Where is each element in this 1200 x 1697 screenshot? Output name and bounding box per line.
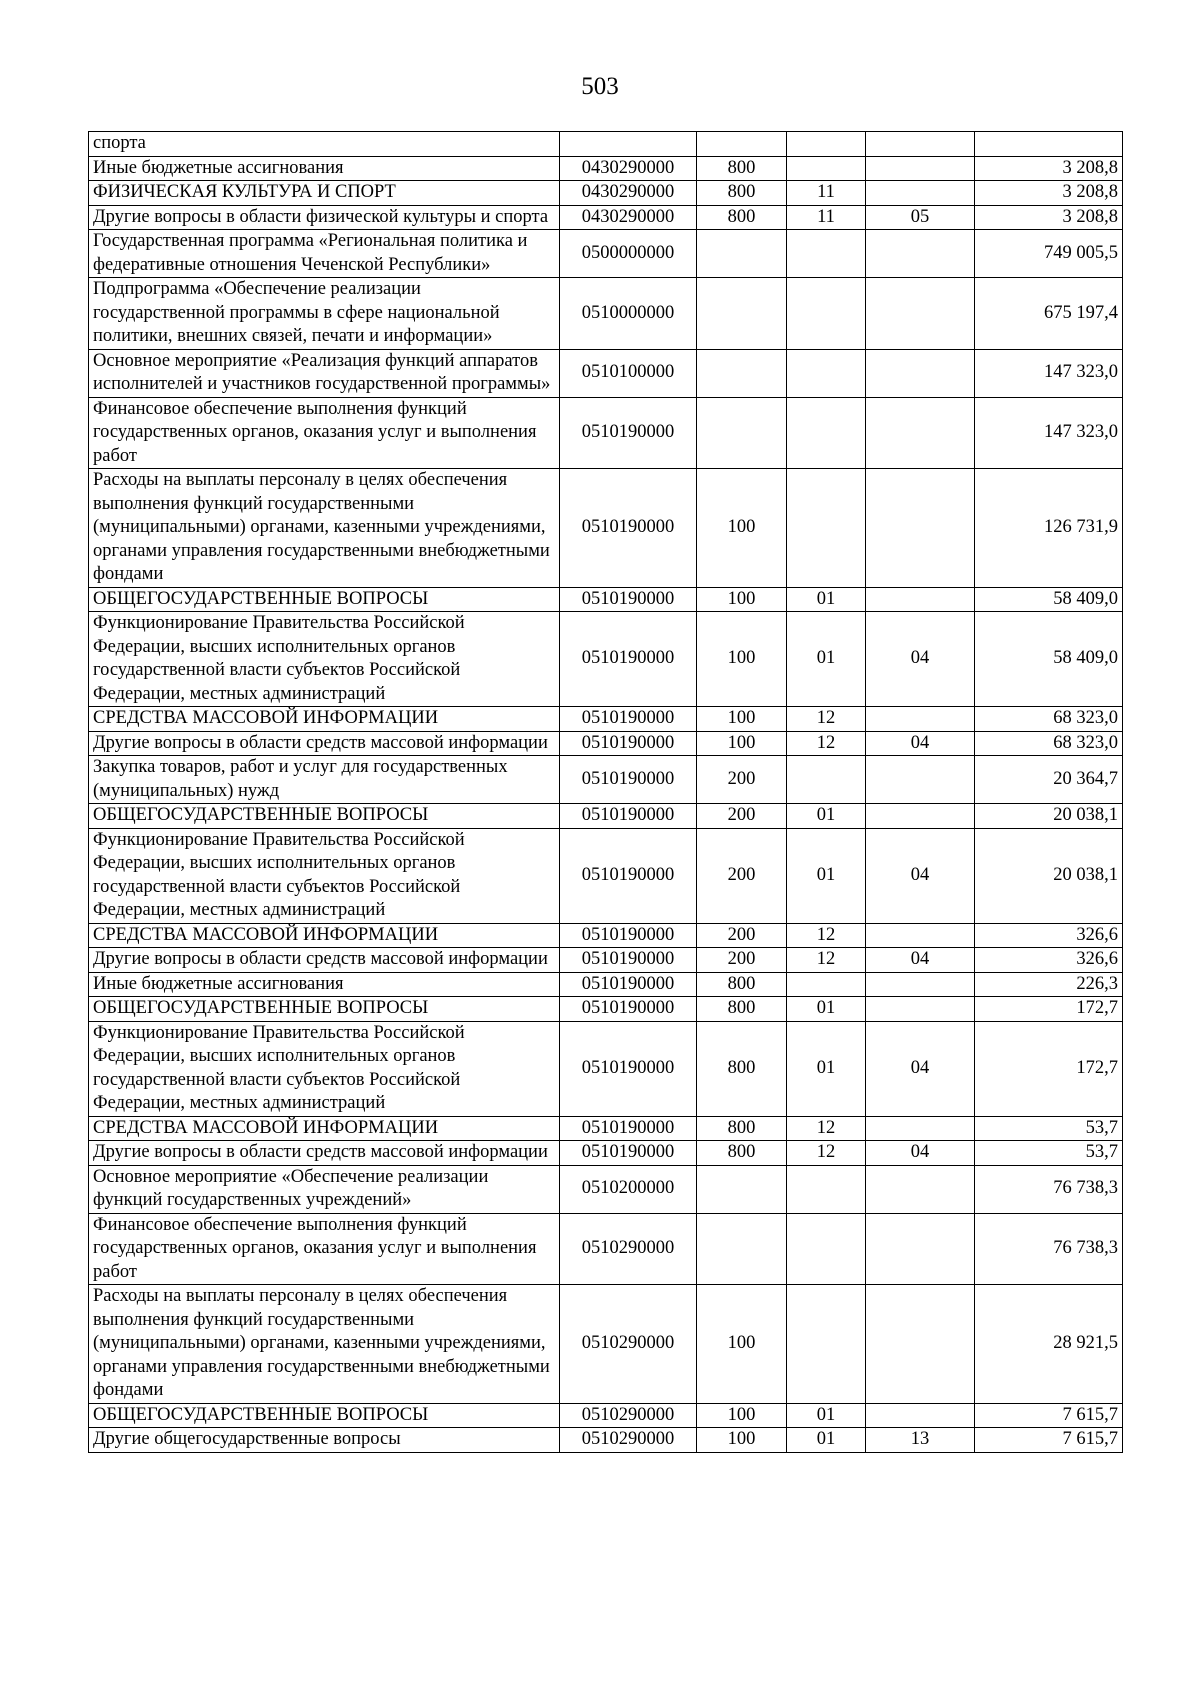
amount-cell: 76 738,3 xyxy=(975,1213,1123,1285)
table-row xyxy=(89,1021,1123,1116)
amount-cell: 68 323,0 xyxy=(975,707,1123,732)
budget-table-body xyxy=(89,132,1123,1453)
section-cell xyxy=(787,349,866,397)
expense-type-cell: 100 xyxy=(697,612,787,707)
section-cell xyxy=(787,156,866,181)
expense-type-cell: 200 xyxy=(697,804,787,829)
amount-cell: 749 005,5 xyxy=(975,230,1123,278)
expense-type-cell: 100 xyxy=(697,587,787,612)
subsection-cell xyxy=(866,132,975,157)
target-code-cell: 0510190000 xyxy=(560,397,697,469)
table-row xyxy=(89,948,1123,973)
item-name-cell: Государственная программа «Региональная политика и федеративные отношения Чеченской Республики» xyxy=(89,230,560,278)
section-cell: 01 xyxy=(787,587,866,612)
section-cell xyxy=(787,756,866,804)
item-name-cell: ОБЩЕГОСУДАРСТВЕННЫЕ ВОПРОСЫ xyxy=(89,804,560,829)
subsection-cell xyxy=(866,923,975,948)
item-name-cell: спорта xyxy=(89,132,560,157)
item-name-cell: Подпрограмма «Обеспечение реализации государственной программы в сфере национальной политики, внешних связей, печати и информации» xyxy=(89,278,560,350)
amount-cell: 7 615,7 xyxy=(975,1428,1123,1453)
amount-cell: 53,7 xyxy=(975,1116,1123,1141)
section-cell: 01 xyxy=(787,804,866,829)
expense-type-cell xyxy=(697,132,787,157)
item-name-cell: Другие вопросы в области средств массовой информации xyxy=(89,731,560,756)
amount-cell: 326,6 xyxy=(975,948,1123,973)
amount-cell xyxy=(975,132,1123,157)
expense-type-cell: 100 xyxy=(697,469,787,588)
amount-cell: 20 038,1 xyxy=(975,828,1123,923)
item-name-cell: Расходы на выплаты персоналу в целях обеспечения выполнения функций государственными (муниципальными) органами, казенными учреждениями, органами управления государственными внебюджетными фондами xyxy=(89,469,560,588)
section-cell: 01 xyxy=(787,612,866,707)
amount-cell: 172,7 xyxy=(975,997,1123,1022)
target-code-cell: 0510190000 xyxy=(560,612,697,707)
amount-cell: 3 208,8 xyxy=(975,181,1123,206)
expense-type-cell: 200 xyxy=(697,828,787,923)
target-code-cell: 0510290000 xyxy=(560,1403,697,1428)
subsection-cell xyxy=(866,997,975,1022)
table-row xyxy=(89,707,1123,732)
table-row xyxy=(89,156,1123,181)
amount-cell: 76 738,3 xyxy=(975,1165,1123,1213)
target-code-cell: 0510190000 xyxy=(560,707,697,732)
item-name-cell: СРЕДСТВА МАССОВОЙ ИНФОРМАЦИИ xyxy=(89,1116,560,1141)
section-cell xyxy=(787,1285,866,1404)
target-code-cell: 0510190000 xyxy=(560,948,697,973)
item-name-cell: Другие вопросы в области средств массовой информации xyxy=(89,948,560,973)
subsection-cell xyxy=(866,587,975,612)
subsection-cell xyxy=(866,469,975,588)
amount-cell: 20 038,1 xyxy=(975,804,1123,829)
table-row xyxy=(89,1165,1123,1213)
section-cell: 01 xyxy=(787,1021,866,1116)
expense-type-cell: 100 xyxy=(697,1428,787,1453)
target-code-cell: 0510190000 xyxy=(560,587,697,612)
amount-cell: 58 409,0 xyxy=(975,612,1123,707)
expense-type-cell xyxy=(697,349,787,397)
amount-cell: 147 323,0 xyxy=(975,397,1123,469)
amount-cell: 3 208,8 xyxy=(975,205,1123,230)
section-cell: 12 xyxy=(787,1141,866,1166)
item-name-cell: Функционирование Правительства Российской Федерации, высших исполнительных органов государственной власти субъектов Российской Федерации, местных администраций xyxy=(89,612,560,707)
table-row xyxy=(89,1428,1123,1453)
amount-cell: 3 208,8 xyxy=(975,156,1123,181)
subsection-cell xyxy=(866,1116,975,1141)
page-number: 503 xyxy=(581,73,619,100)
item-name-cell: Другие общегосударственные вопросы xyxy=(89,1428,560,1453)
table-row xyxy=(89,587,1123,612)
target-code-cell: 0510190000 xyxy=(560,972,697,997)
expense-type-cell: 100 xyxy=(697,1403,787,1428)
subsection-cell xyxy=(866,1403,975,1428)
expense-type-cell: 100 xyxy=(697,731,787,756)
target-code-cell: 0510200000 xyxy=(560,1165,697,1213)
amount-cell: 28 921,5 xyxy=(975,1285,1123,1404)
target-code-cell: 0510190000 xyxy=(560,731,697,756)
subsection-cell: 04 xyxy=(866,1021,975,1116)
table-row xyxy=(89,612,1123,707)
table-row xyxy=(89,349,1123,397)
section-cell: 01 xyxy=(787,1428,866,1453)
subsection-cell xyxy=(866,972,975,997)
target-code-cell: 0510190000 xyxy=(560,1021,697,1116)
item-name-cell: Функционирование Правительства Российской Федерации, высших исполнительных органов государственной власти субъектов Российской Федерации, местных администраций xyxy=(89,1021,560,1116)
section-cell: 01 xyxy=(787,1403,866,1428)
expense-type-cell: 100 xyxy=(697,707,787,732)
section-cell xyxy=(787,1213,866,1285)
expense-type-cell: 800 xyxy=(697,1141,787,1166)
item-name-cell: Финансовое обеспечение выполнения функций государственных органов, оказания услуг и выполнения работ xyxy=(89,397,560,469)
table-row xyxy=(89,132,1123,157)
target-code-cell: 0510290000 xyxy=(560,1428,697,1453)
item-name-cell: Другие вопросы в области физической культуры и спорта xyxy=(89,205,560,230)
target-code-cell: 0510190000 xyxy=(560,923,697,948)
section-cell: 01 xyxy=(787,997,866,1022)
expense-type-cell: 800 xyxy=(697,1021,787,1116)
item-name-cell: Функционирование Правительства Российской Федерации, высших исполнительных органов государственной власти субъектов Российской Федерации, местных администраций xyxy=(89,828,560,923)
target-code-cell: 0510290000 xyxy=(560,1285,697,1404)
section-cell: 12 xyxy=(787,731,866,756)
target-code-cell: 0510190000 xyxy=(560,804,697,829)
target-code-cell: 0510290000 xyxy=(560,1213,697,1285)
section-cell: 11 xyxy=(787,181,866,206)
amount-cell: 172,7 xyxy=(975,1021,1123,1116)
section-cell: 12 xyxy=(787,1116,866,1141)
item-name-cell: СРЕДСТВА МАССОВОЙ ИНФОРМАЦИИ xyxy=(89,923,560,948)
table-row xyxy=(89,397,1123,469)
subsection-cell: 04 xyxy=(866,828,975,923)
target-code-cell: 0430290000 xyxy=(560,156,697,181)
item-name-cell: Основное мероприятие «Реализация функций аппаратов исполнителей и участников государственной программы» xyxy=(89,349,560,397)
subsection-cell xyxy=(866,756,975,804)
expense-type-cell: 800 xyxy=(697,181,787,206)
expense-type-cell xyxy=(697,230,787,278)
target-code-cell: 0510190000 xyxy=(560,756,697,804)
expense-type-cell xyxy=(697,397,787,469)
table-row xyxy=(89,972,1123,997)
table-row xyxy=(89,278,1123,350)
section-cell: 12 xyxy=(787,948,866,973)
subsection-cell: 04 xyxy=(866,612,975,707)
subsection-cell xyxy=(866,804,975,829)
subsection-cell xyxy=(866,1213,975,1285)
amount-cell: 147 323,0 xyxy=(975,349,1123,397)
item-name-cell: Иные бюджетные ассигнования xyxy=(89,156,560,181)
subsection-cell xyxy=(866,1285,975,1404)
amount-cell: 675 197,4 xyxy=(975,278,1123,350)
amount-cell: 20 364,7 xyxy=(975,756,1123,804)
table-row xyxy=(89,828,1123,923)
target-code-cell: 0510000000 xyxy=(560,278,697,350)
item-name-cell: ФИЗИЧЕСКАЯ КУЛЬТУРА И СПОРТ xyxy=(89,181,560,206)
expense-type-cell: 100 xyxy=(697,1285,787,1404)
table-row xyxy=(89,469,1123,588)
subsection-cell xyxy=(866,278,975,350)
table-row xyxy=(89,230,1123,278)
table-row xyxy=(89,1213,1123,1285)
table-row xyxy=(89,1116,1123,1141)
target-code-cell: 0430290000 xyxy=(560,205,697,230)
table-row xyxy=(89,923,1123,948)
target-code-cell: 0430290000 xyxy=(560,181,697,206)
expense-type-cell: 800 xyxy=(697,205,787,230)
target-code-cell: 0500000000 xyxy=(560,230,697,278)
section-cell: 11 xyxy=(787,205,866,230)
amount-cell: 326,6 xyxy=(975,923,1123,948)
section-cell xyxy=(787,1165,866,1213)
expense-type-cell xyxy=(697,278,787,350)
subsection-cell xyxy=(866,397,975,469)
target-code-cell: 0510100000 xyxy=(560,349,697,397)
target-code-cell: 0510190000 xyxy=(560,1116,697,1141)
expense-type-cell: 200 xyxy=(697,948,787,973)
item-name-cell: СРЕДСТВА МАССОВОЙ ИНФОРМАЦИИ xyxy=(89,707,560,732)
expense-type-cell: 800 xyxy=(697,156,787,181)
subsection-cell xyxy=(866,349,975,397)
item-name-cell: ОБЩЕГОСУДАРСТВЕННЫЕ ВОПРОСЫ xyxy=(89,587,560,612)
expense-type-cell: 200 xyxy=(697,923,787,948)
section-cell xyxy=(787,397,866,469)
item-name-cell: Финансовое обеспечение выполнения функций государственных органов, оказания услуг и выполнения работ xyxy=(89,1213,560,1285)
expense-type-cell xyxy=(697,1165,787,1213)
section-cell: 12 xyxy=(787,923,866,948)
subsection-cell xyxy=(866,707,975,732)
subsection-cell: 13 xyxy=(866,1428,975,1453)
amount-cell: 68 323,0 xyxy=(975,731,1123,756)
expense-type-cell: 800 xyxy=(697,1116,787,1141)
item-name-cell: Закупка товаров, работ и услуг для государственных (муниципальных) нужд xyxy=(89,756,560,804)
item-name-cell: ОБЩЕГОСУДАРСТВЕННЫЕ ВОПРОСЫ xyxy=(89,997,560,1022)
section-cell xyxy=(787,230,866,278)
subsection-cell: 04 xyxy=(866,948,975,973)
subsection-cell: 04 xyxy=(866,731,975,756)
expense-type-cell: 200 xyxy=(697,756,787,804)
amount-cell: 126 731,9 xyxy=(975,469,1123,588)
table-row xyxy=(89,1285,1123,1404)
subsection-cell xyxy=(866,181,975,206)
target-code-cell: 0510190000 xyxy=(560,1141,697,1166)
expense-type-cell: 800 xyxy=(697,997,787,1022)
amount-cell: 7 615,7 xyxy=(975,1403,1123,1428)
table-row xyxy=(89,997,1123,1022)
budget-table xyxy=(88,131,1123,1453)
table-row xyxy=(89,1403,1123,1428)
item-name-cell: ОБЩЕГОСУДАРСТВЕННЫЕ ВОПРОСЫ xyxy=(89,1403,560,1428)
table-row xyxy=(89,731,1123,756)
item-name-cell: Расходы на выплаты персоналу в целях обеспечения выполнения функций государственными (муниципальными) органами, казенными учреждениями, органами управления государственными внебюджетными фондами xyxy=(89,1285,560,1404)
target-code-cell: 0510190000 xyxy=(560,997,697,1022)
subsection-cell: 04 xyxy=(866,1141,975,1166)
target-code-cell xyxy=(560,132,697,157)
table-row xyxy=(89,804,1123,829)
section-cell xyxy=(787,972,866,997)
amount-cell: 58 409,0 xyxy=(975,587,1123,612)
item-name-cell: Иные бюджетные ассигнования xyxy=(89,972,560,997)
subsection-cell xyxy=(866,230,975,278)
section-cell: 12 xyxy=(787,707,866,732)
subsection-cell: 05 xyxy=(866,205,975,230)
expense-type-cell xyxy=(697,1213,787,1285)
subsection-cell xyxy=(866,156,975,181)
table-row xyxy=(89,756,1123,804)
section-cell xyxy=(787,469,866,588)
target-code-cell: 0510190000 xyxy=(560,828,697,923)
table-row xyxy=(89,1141,1123,1166)
subsection-cell xyxy=(866,1165,975,1213)
amount-cell: 226,3 xyxy=(975,972,1123,997)
target-code-cell: 0510190000 xyxy=(560,469,697,588)
section-cell xyxy=(787,278,866,350)
item-name-cell: Другие вопросы в области средств массовой информации xyxy=(89,1141,560,1166)
item-name-cell: Основное мероприятие «Обеспечение реализации функций государственных учреждений» xyxy=(89,1165,560,1213)
table-row xyxy=(89,205,1123,230)
section-cell xyxy=(787,132,866,157)
expense-type-cell: 800 xyxy=(697,972,787,997)
table-row xyxy=(89,181,1123,206)
amount-cell: 53,7 xyxy=(975,1141,1123,1166)
section-cell: 01 xyxy=(787,828,866,923)
